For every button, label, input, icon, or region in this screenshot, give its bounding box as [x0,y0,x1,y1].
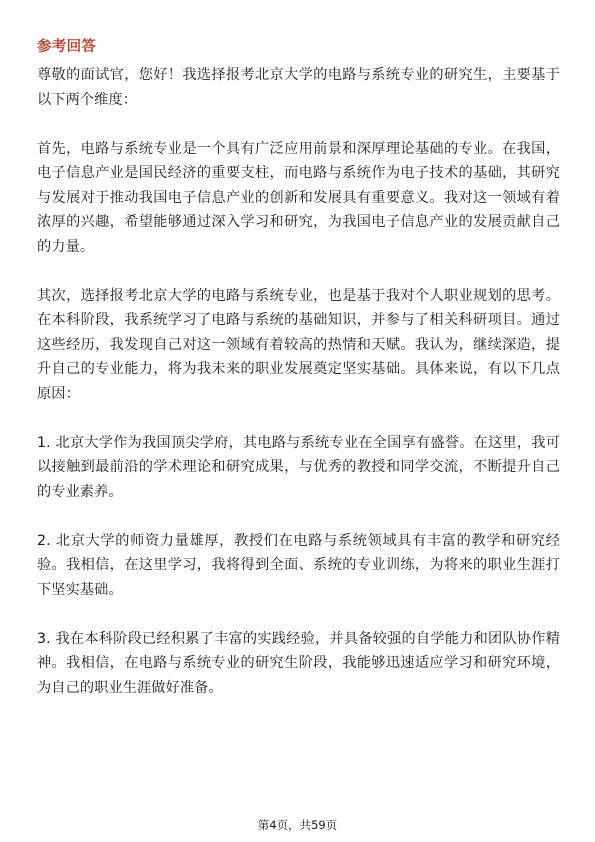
paragraph-intro: 尊敬的面试官，您好！我选择报考北京大学的电路与系统专业的研究生，主要基于以下两个维度： [37,67,560,108]
paragraph-first-reason: 首先，电路与系统专业是一个具有广泛应用前景和深厚理论基础的专业。在我国，电子信息产业是国民经济的重要支柱，而电路与系统作为电子技术的基础，其研究与发展对于推动我国电子信息产业的创新和发展具有重要意义。我对这一领域有着浓厚的兴趣，希望能够通过深入学习和研究，为我国电子信息产业的发展贡献自己的力量。 [37,140,560,255]
paragraph-point-2: 2. 北京大学的师资力量雄厚，教授们在电路与系统领域具有丰富的教学和研究经验。我相信，在这里学习，我将得到全面、系统的专业训练，为将来的职业生涯打下坚实基础。 [37,532,560,598]
section-heading: 参考回答 [37,39,97,55]
paragraph-point-3: 3. 我在本科阶段已经积累了丰富的实践经验，并具备较强的自学能力和团队协作精神。我相信，在电路与系统专业的研究生阶段，我能够迅速适应学习和研究环境，为自己的职业生涯做好准备。 [37,630,560,696]
answer-body [37,63,560,725]
page-number: 第4页，共59页 [257,818,338,832]
paragraph-point-1: 1. 北京大学作为我国顶尖学府，其电路与系统专业在全国享有盛誉。在这里，我可以接触到最前沿的学术理论和研究成果，与优秀的教授和同学交流，不断提升自己的专业素养。 [37,434,560,500]
paragraph-second-reason: 其次，选择报考北京大学的电路与系统专业，也是基于我对个人职业规划的思考。在本科阶段，我系统学习了电路与系统的基础知识，并参与了相关科研项目。通过这些经历，我发现自己对这一领域有着较高的热情和天赋。我认为，继续深造，提升自己的专业能力，将为我未来的职业发展奠定坚实基础。具体来说，有以下几点原因： [37,287,560,402]
